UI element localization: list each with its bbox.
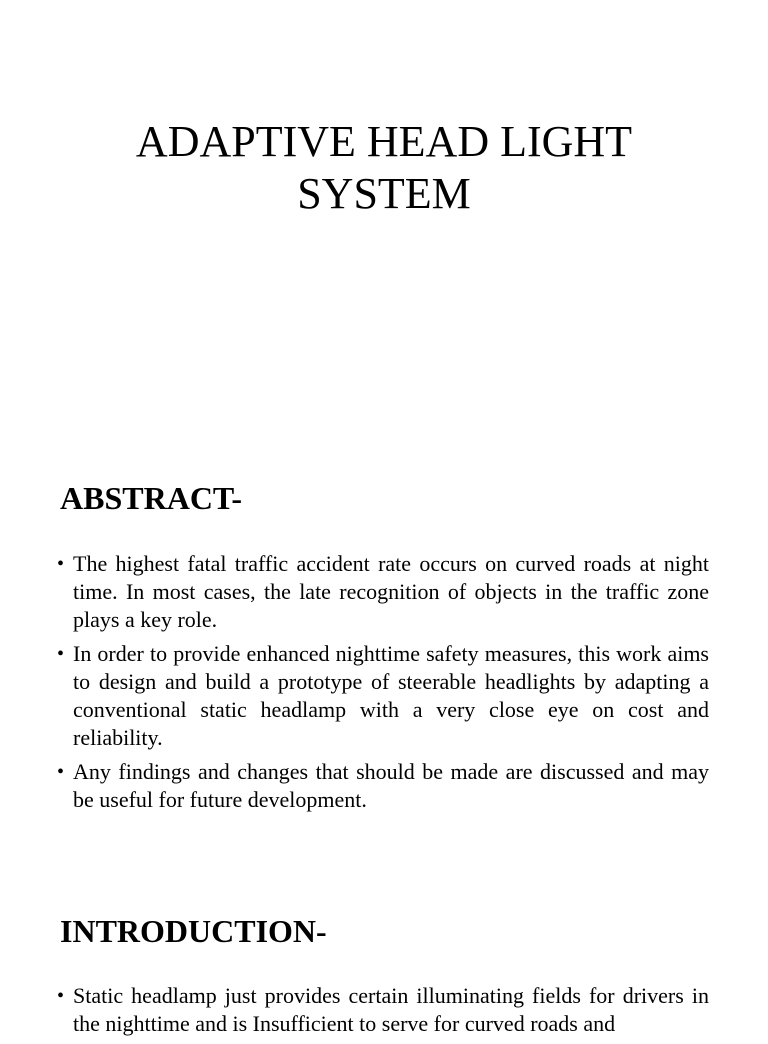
bullet-text: The highest fatal traffic accident rate occurs on curved roads at night time. In most cases, the late recognition of objects in the traffic zone plays a key role. <box>73 551 709 632</box>
bullet-icon: • <box>57 985 65 1007</box>
abstract-bullet-list <box>57 550 709 820</box>
page-title: ADAPTIVE HEAD LIGHT SYSTEM <box>135 117 633 218</box>
bullet-icon: • <box>57 553 65 575</box>
list-item <box>57 982 709 1038</box>
bullet-text: Any findings and changes that should be made are discussed and may be useful for future development. <box>73 759 709 812</box>
bullet-text: In order to provide enhanced nighttime safety measures, this work aims to design and build a prototype of steerable headlights by adapting a conventional static headlamp with a very close eye on cost and reliability. <box>73 641 709 750</box>
introduction-heading: INTRODUCTION- <box>60 913 327 949</box>
list-item <box>57 550 709 634</box>
introduction-bullet-list <box>57 982 709 1044</box>
list-item <box>57 758 709 814</box>
bullet-icon: • <box>57 643 65 665</box>
bullet-text: Static headlamp just provides certain illuminating fields for drivers in the nighttime and is Insufficient to serve for curved roads and <box>73 983 709 1036</box>
bullet-icon: • <box>57 761 65 783</box>
list-item <box>57 640 709 752</box>
abstract-heading: ABSTRACT- <box>60 480 242 516</box>
